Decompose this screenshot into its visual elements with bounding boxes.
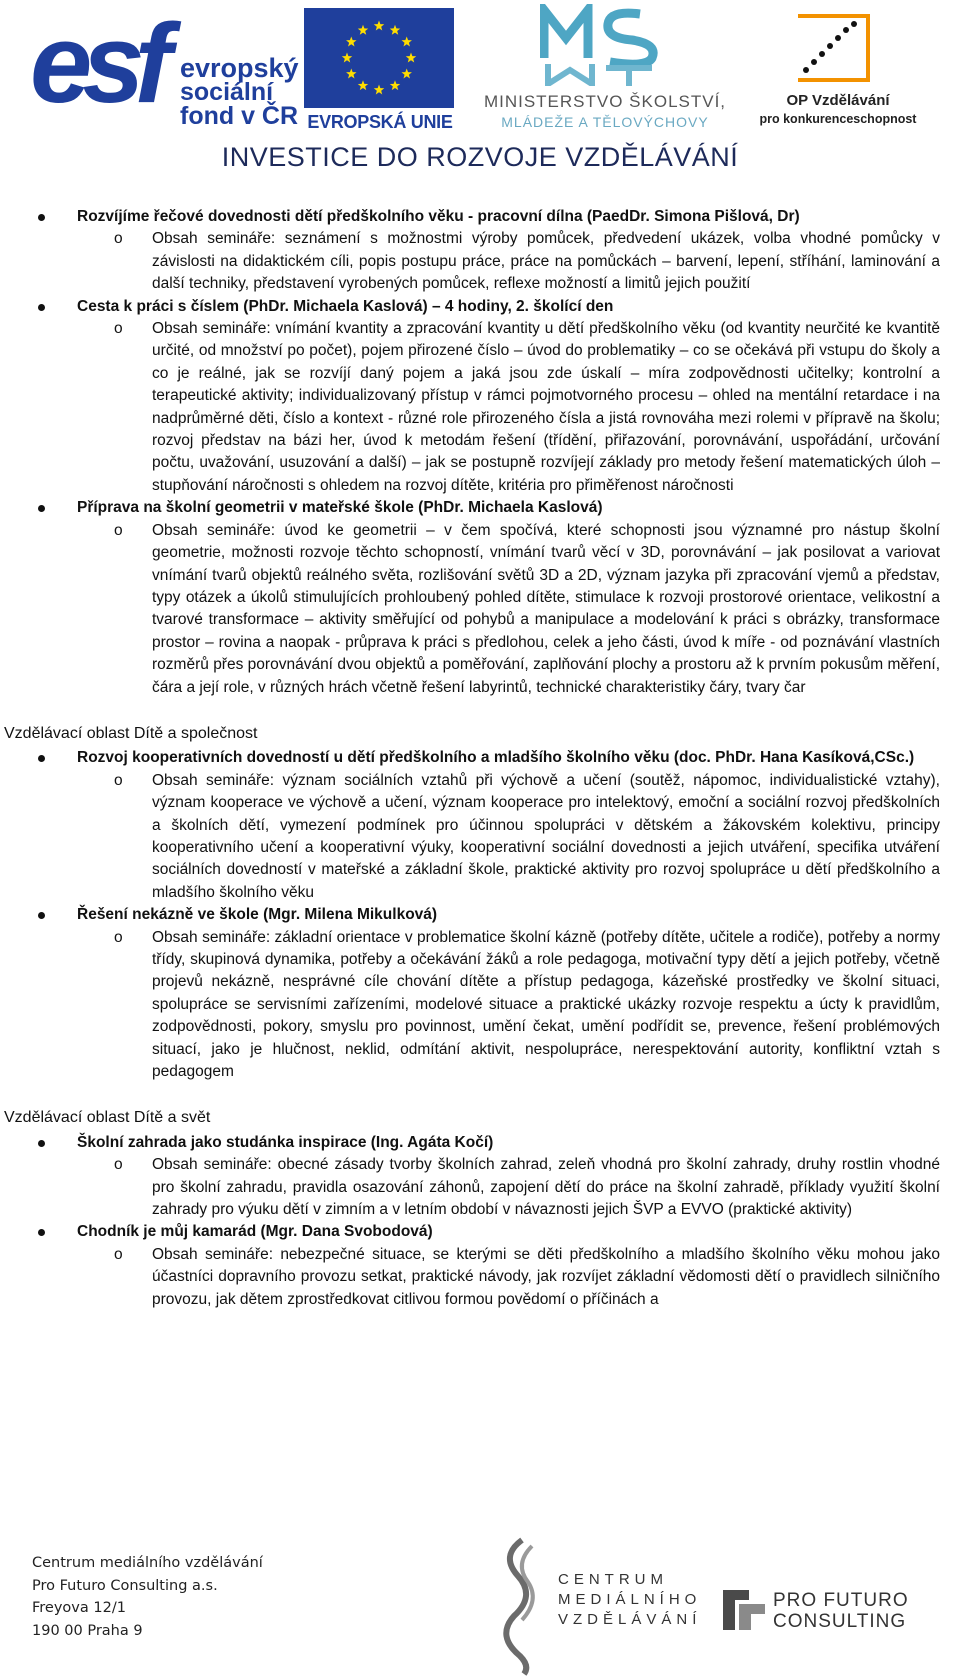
- cmv-logo-icon: [490, 1536, 550, 1676]
- sub-bullet-icon: o: [114, 230, 123, 248]
- footer-address: [32, 1552, 263, 1642]
- esf-line-2: sociální: [180, 78, 274, 106]
- seminar-title-text: Rozvíjíme řečové dovednosti dětí předškolního věku - pracovní dílna (PaedDr. Simona Pišlová, Dr): [77, 208, 800, 225]
- seminar-title-text: Řešení nekázně ve škole (Mgr. Milena Mikulková): [77, 906, 438, 924]
- bullet-icon: [38, 1229, 45, 1236]
- sub-bullet-icon: o: [114, 1156, 123, 1174]
- seminar-title: [0, 904, 960, 926]
- seminar-title: [0, 747, 960, 769]
- msmt-logo: [470, 4, 740, 134]
- seminar-list: [0, 206, 960, 1311]
- section-child-and-society: [0, 723, 960, 1084]
- seminar-description-text: Obsah semináře: význam sociálních vztahů při výchově a učení (soutěž, nápomoc, individualistické vztahy), význam kooperace ve výchově a učení, význam kooperace pro intelektový, emoční a sociální rozvoj předškolních a školních dětí, vymezení podmínek pro účinnou spolupráci v dětském a žákovském kolektivu, principy kooperativního učení a kooperativní výuky, kooperativní sociální dovednosti a jejich utváření, specifika utváření sociálních dovedností v mateřské a základní škole, praktické aktivity pro rozvoj spolupráce u dětí předškolního a mladšího školního věku: [152, 771, 940, 901]
- sub-bullet-icon: o: [114, 771, 123, 789]
- seminar-description: [0, 770, 960, 904]
- seminar-title: [0, 296, 960, 318]
- header-logos: [0, 0, 960, 190]
- bullet-icon: [38, 755, 45, 762]
- seminar-description-text: Obsah semináře: úvod ke geometrii – v čem spočívá, které schopnosti jsou významné pro nástup školní geometrie, možnosti rozvoje těchto schopností, vnímání tvarů věcí v 3D, porovnávání – jak posilovat a variovat vnímání tvarů objektů reálného světa, rozlišování světů 3D a 2D, význam jazyka při zpracování vjemů a představ, typy otázek a úkolů stimulujících prohloubený pohled dítěte, stimulace k rozvoji prostorové orientace, velikostní a tvarové transformace – aktivity směřující od pohybů a manipulace a modelování k práci s obrázky, transformace prostor – rovina a naopak - průprava k práci s předlohou, celek a jeho části, úvod k míře - od poznávání vlastních rozměrů přes porovnávání dvou objektů a poměřování, zaplňování plochy a prostoru až k prvním pokusům měření, čára a její role, v různých hrách včetně řešení labyrintů, technické charakteristiky čáry, tvary čar: [152, 521, 940, 696]
- bullet-icon: [38, 214, 45, 221]
- seminar-item: [0, 1221, 960, 1311]
- eu-logo: [300, 8, 460, 133]
- op-logo-icon: [788, 8, 878, 88]
- cmv-line-3: VZDĚLÁVÁNÍ: [558, 1611, 702, 1628]
- seminar-title-text: Cesta k práci s číslem (PhDr. Michaela Kaslová) – 4 hodiny, 2. školící den: [77, 297, 614, 315]
- seminar-item: [0, 904, 960, 1083]
- bullet-icon: [38, 505, 45, 512]
- pfc-line-1: PRO FUTURO: [773, 1590, 909, 1611]
- bullet-icon: [38, 912, 45, 919]
- op-line-1: OP Vzdělávání: [786, 92, 890, 109]
- cmv-logo-text: [558, 1570, 701, 1630]
- cmv-line-1: CENTRUM: [558, 1571, 668, 1588]
- seminar-item: [0, 296, 960, 498]
- pro-futuro-logo: [723, 1586, 923, 1646]
- seminar-title: [0, 1132, 960, 1154]
- sub-bullet-icon: o: [114, 320, 123, 338]
- section-general: [0, 206, 960, 699]
- eu-label: EVROPSKÁ UNIE: [307, 112, 453, 132]
- footer: [0, 1528, 960, 1679]
- seminar-title-text: Chodník je můj kamarád (Mgr. Dana Svobodová): [77, 1223, 433, 1241]
- seminar-description-text: Obsah semináře: seznámení s možnostmi výroby pomůcek, předvedení ukázek, volba vhodné pomůcky v závislosti na didaktickém cíli, popis postupu práce, práce na pomůckách – barvení, lepení, stříhání, laminování a další techniky, představení vyrobených pomůcek, reflexe možností a limitů jejich použití: [152, 230, 940, 293]
- seminar-title-text: Školní zahrada jako studánka inspirace (Ing. Agáta Kočí): [77, 1133, 494, 1151]
- cmv-logo: [490, 1536, 702, 1676]
- seminar-description-text: Obsah semináře: obecné zásady tvorby školních zahrad, zeleň vhodná pro školní zahrady, druhy rostlin vhodné pro školní zahradu, pravidla osazování záhonů, zapojení dětí do práce na školní zahradě, příklady využití školní zahrady pro výuku dětí v zimním a v letním období v návaznosti jejich ŠVP a EVVO (praktické aktivity): [152, 1156, 940, 1219]
- address-line-4: 190 00 Praha 9: [32, 1622, 143, 1639]
- esf-line-3: fond v ČR: [180, 102, 299, 130]
- eu-flag-icon: [304, 8, 454, 108]
- seminar-title: [0, 1221, 960, 1243]
- pro-futuro-logo-icon: [723, 1590, 765, 1630]
- msmt-logo-icon: [540, 4, 660, 86]
- address-line-2: Pro Futuro Consulting a.s.: [32, 1577, 218, 1594]
- seminar-description: [0, 1244, 960, 1311]
- seminar-description: [0, 228, 960, 295]
- seminar-description: [0, 1154, 960, 1221]
- seminar-description-text: Obsah semináře: vnímání kvantity a zpracování kvantity u dětí předškolního věku (od kvantity neurčité ke kvantitě určité, od množství po počet), pojem přirozené číslo – úvod do problematiky – co se očekává při vstupu do školy a co je reálné, jak se rozvíjí daný pojem a jaká jsou zde úskalí – míra zodpovědnosti učitelky; kontrolní a terapeutické aktivity; individualizovaný přístup v rámci pojmotvorného procesu – ohled na mentální retardace i na nadprůměrné děti, číslo a kontext - různé role přirozeného čísla a jistá rovnováha mezi rolemi v přípravě na školu; rozvoj představ na bázi her, úvod k metodám řešení (třídění, přiřazování, porovnávání, uspořádání, určování počtu, uvažování, usuzování a další) – jak se postupně rozvíjejí základy pro metody řešení matematických úloh – stupňování náročnosti s ohledem na rozvoj dítěte, kritéria pro přiměřenost náročnosti: [152, 320, 940, 494]
- sub-bullet-icon: o: [114, 1245, 123, 1263]
- seminar-title: [0, 497, 960, 519]
- seminar-description: [0, 520, 960, 699]
- seminar-title-text: Rozvoj kooperativních dovedností u dětí předškolního a mladšího školního věku (doc. PhDr. Hana Kasíková,CSc.): [77, 749, 915, 767]
- esf-logo-text: [180, 53, 299, 130]
- esf-logo: [30, 1, 299, 130]
- pro-futuro-text: [773, 1590, 909, 1632]
- esf-line-1: evropský: [180, 53, 299, 83]
- section-heading: Vzdělávací oblast Dítě a svět: [4, 1109, 211, 1127]
- section-child-and-world: [0, 1107, 960, 1311]
- bullet-icon: [38, 1140, 45, 1147]
- seminar-title-text: Příprava na školní geometrii v mateřské škole (PhDr. Michaela Kaslová): [77, 499, 603, 517]
- pfc-line-2: CONSULTING: [773, 1611, 907, 1632]
- seminar-description: [0, 927, 960, 1084]
- esf-logo-letters: esf: [30, 1, 162, 126]
- seminar-description-text: Obsah semináře: nebezpečné situace, se kterými se děti předškolního a mladšího školního věku mohou jako účastníci dopravního provozu setkat, praktické návody, jak rozvíjet základní vědomosti dětí o pravidlech silničního provozu, jak dětem zprostředkovat citlivou formou povědomí o příčinách a: [152, 1245, 940, 1308]
- bullet-icon: [38, 304, 45, 311]
- sub-bullet-icon: o: [114, 928, 123, 946]
- section-heading: Vzdělávací oblast Dítě a společnost: [4, 724, 258, 742]
- msmt-line-1: MINISTERSTVO ŠKOLSTVÍ,: [483, 92, 727, 111]
- seminar-item: [0, 497, 960, 699]
- seminar-item: [0, 747, 960, 904]
- op-line-2: pro konkurenceschopnost: [759, 112, 917, 126]
- msmt-line-2: MLÁDEŽE A TĚLOVÝCHOVY: [501, 114, 709, 130]
- cmv-line-2: MEDIÁLNÍHO: [558, 1591, 702, 1608]
- seminar-title: [0, 206, 960, 228]
- address-line-1: Centrum mediálního vzdělávání: [32, 1555, 263, 1571]
- seminar-item: [0, 1132, 960, 1222]
- address-line-3: Freyova 12/1: [32, 1600, 126, 1616]
- sub-bullet-icon: o: [114, 521, 123, 539]
- op-logo: [748, 8, 928, 133]
- seminar-item: [0, 206, 960, 296]
- seminar-description-text: Obsah semináře: základní orientace v problematice školní kázně (potřeby dítěte, učitele a rodiče), potřeby a normy třídy, skupinová dynamika, potřeby a očekávání žáků a role pedagoga, motivační typy dětí a jejich potřeby, včetně projevů nekázně, nesprávné cíle chování dítěte a přístup pedagoga, kázeňské prostředky ve školní situaci, spolupráce se servisními zařízeními, modelové situace a praktické ukázky rozvoje respektu a úcty k pravidlům, zodpovědnosti, pokory, smyslu pro povinnost, umění čekat, umění podřídit se, prevence, řešení problémových situací, jako je hlučnost, neklid, odmítání aktivit, nespolupráce, nerespektování autority, konfliktní vztah s pedagogem: [152, 928, 940, 1081]
- seminar-description: [0, 318, 960, 497]
- tagline: INVESTICE DO ROZVOJE VZDĚLÁVÁNÍ: [221, 142, 739, 172]
